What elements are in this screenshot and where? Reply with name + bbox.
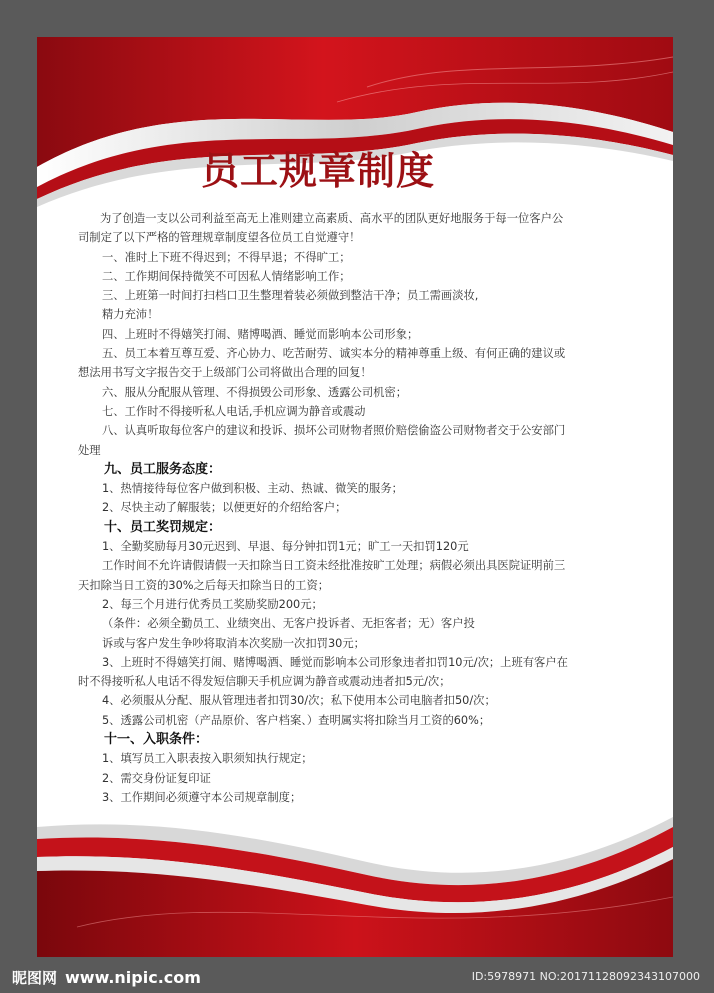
rule-line: 八、认真听取每位客户的建议和投诉、损坏公司财物者照价赔偿偷盗公司财物者交于公安部门 <box>102 424 566 438</box>
section-line: 1、全勤奖励每月30元迟到、早退、每分钟扣罚1元；旷工一天扣罚120元 <box>102 540 469 554</box>
rule-line: 六、服从分配服从管理、不得损毁公司形象、透露公司机密； <box>102 385 408 399</box>
section-line: 2、需交身份证复印证 <box>102 771 211 785</box>
section-heading-rewards-penalties: 十、员工奖罚规定： <box>104 519 222 535</box>
site-name: 昵图网 <box>12 969 58 987</box>
section-line: 2、尽快主动了解服装；以便更好的介绍给客户； <box>102 501 347 515</box>
rule-line: 四、上班时不得嬉笑打闹、赌博喝酒、睡觉而影响本公司形象； <box>102 327 419 341</box>
rule-line: 三、上班第一时间打扫档口卫生整理着装必须做到整洁干净；员工需画淡妆, <box>102 289 479 303</box>
rule-line: 想法用书写文字报告交于上级部门公司将做出合理的回复！ <box>78 366 372 380</box>
rule-line: 二、工作期间保持微笑不可因私人情绪影响工作； <box>102 269 351 283</box>
site-url: www.nipic.com <box>65 968 201 987</box>
section-line: 诉或与客户发生争吵将取消本次奖励一次扣罚30元； <box>102 636 365 650</box>
section-line: 4、必须服从分配、服从管理违者扣罚30/次；私下使用本公司电脑者扣50/次； <box>102 694 496 708</box>
section-line: 3、上班时不得嬉笑打闹、赌博喝酒、睡觉而影响本公司形象违者扣罚10元/次；上班有客户在 <box>102 655 568 669</box>
rule-line: 五、员工本着互尊互爱、齐心协力、吃苦耐劳、诚实本分的精神尊重上级、有何正确的建议或 <box>102 347 566 361</box>
section-line: 5、透露公司机密（产品原价、客户档案、）查明属实将扣除当月工资的60%； <box>102 713 491 727</box>
intro-line: 为了创造一支以公司利益至高无上准则建立高素质、高水平的团队更好地服务于每一位客户公 <box>100 212 564 225</box>
section-heading-hiring-conditions: 十一、入职条件： <box>104 732 209 748</box>
rule-line: 一、准时上下班不得迟到；不得早退；不得旷工； <box>102 250 351 264</box>
regulations-body <box>78 209 578 807</box>
rule-line: 处理 <box>78 443 101 457</box>
rule-line: 七、工作时不得接听私人电话,手机应调为静音或震动 <box>102 404 366 418</box>
section-line: 天扣除当日工资的30%之后每天扣除当日的工资； <box>78 578 330 592</box>
site-logo <box>12 967 201 988</box>
section-line: 时不得接听私人电话不得发短信聊天手机应调为静音或震动违者扣5元/次； <box>78 675 451 689</box>
section-line: 2、每三个月进行优秀员工奖励奖励200元； <box>102 597 323 611</box>
top-red-wave-decoration <box>37 37 673 227</box>
bottom-red-wave-decoration <box>37 807 673 957</box>
section-line: 工作时间不允许请假请假一天扣除当日工资未经批准按旷工处理；病假必须出具医院证明前三 <box>102 559 566 573</box>
section-line: 3、工作期间必须遵守本公司规章制度； <box>102 790 302 804</box>
section-line: 1、填写员工入职表按入职须知执行规定； <box>102 752 313 766</box>
intro-line: 司制定了以下严格的管理规章制度望各位员工自觉遵守！ <box>78 231 361 245</box>
image-id-text: ID:5978971 NO:20171128092343107000 <box>471 970 700 983</box>
page-title: 员工规章制度 <box>200 149 435 193</box>
rule-line: 精力充沛！ <box>102 308 159 322</box>
section-heading-service-attitude: 九、员工服务态度： <box>104 461 222 477</box>
section-line: 1、热情接待每位客户做到积极、主动、热诚、微笑的服务； <box>102 482 403 496</box>
section-line: （条件：必须全勤员工、业绩突出、无客户投诉者、无拒客者；无）客户投 <box>102 617 475 631</box>
